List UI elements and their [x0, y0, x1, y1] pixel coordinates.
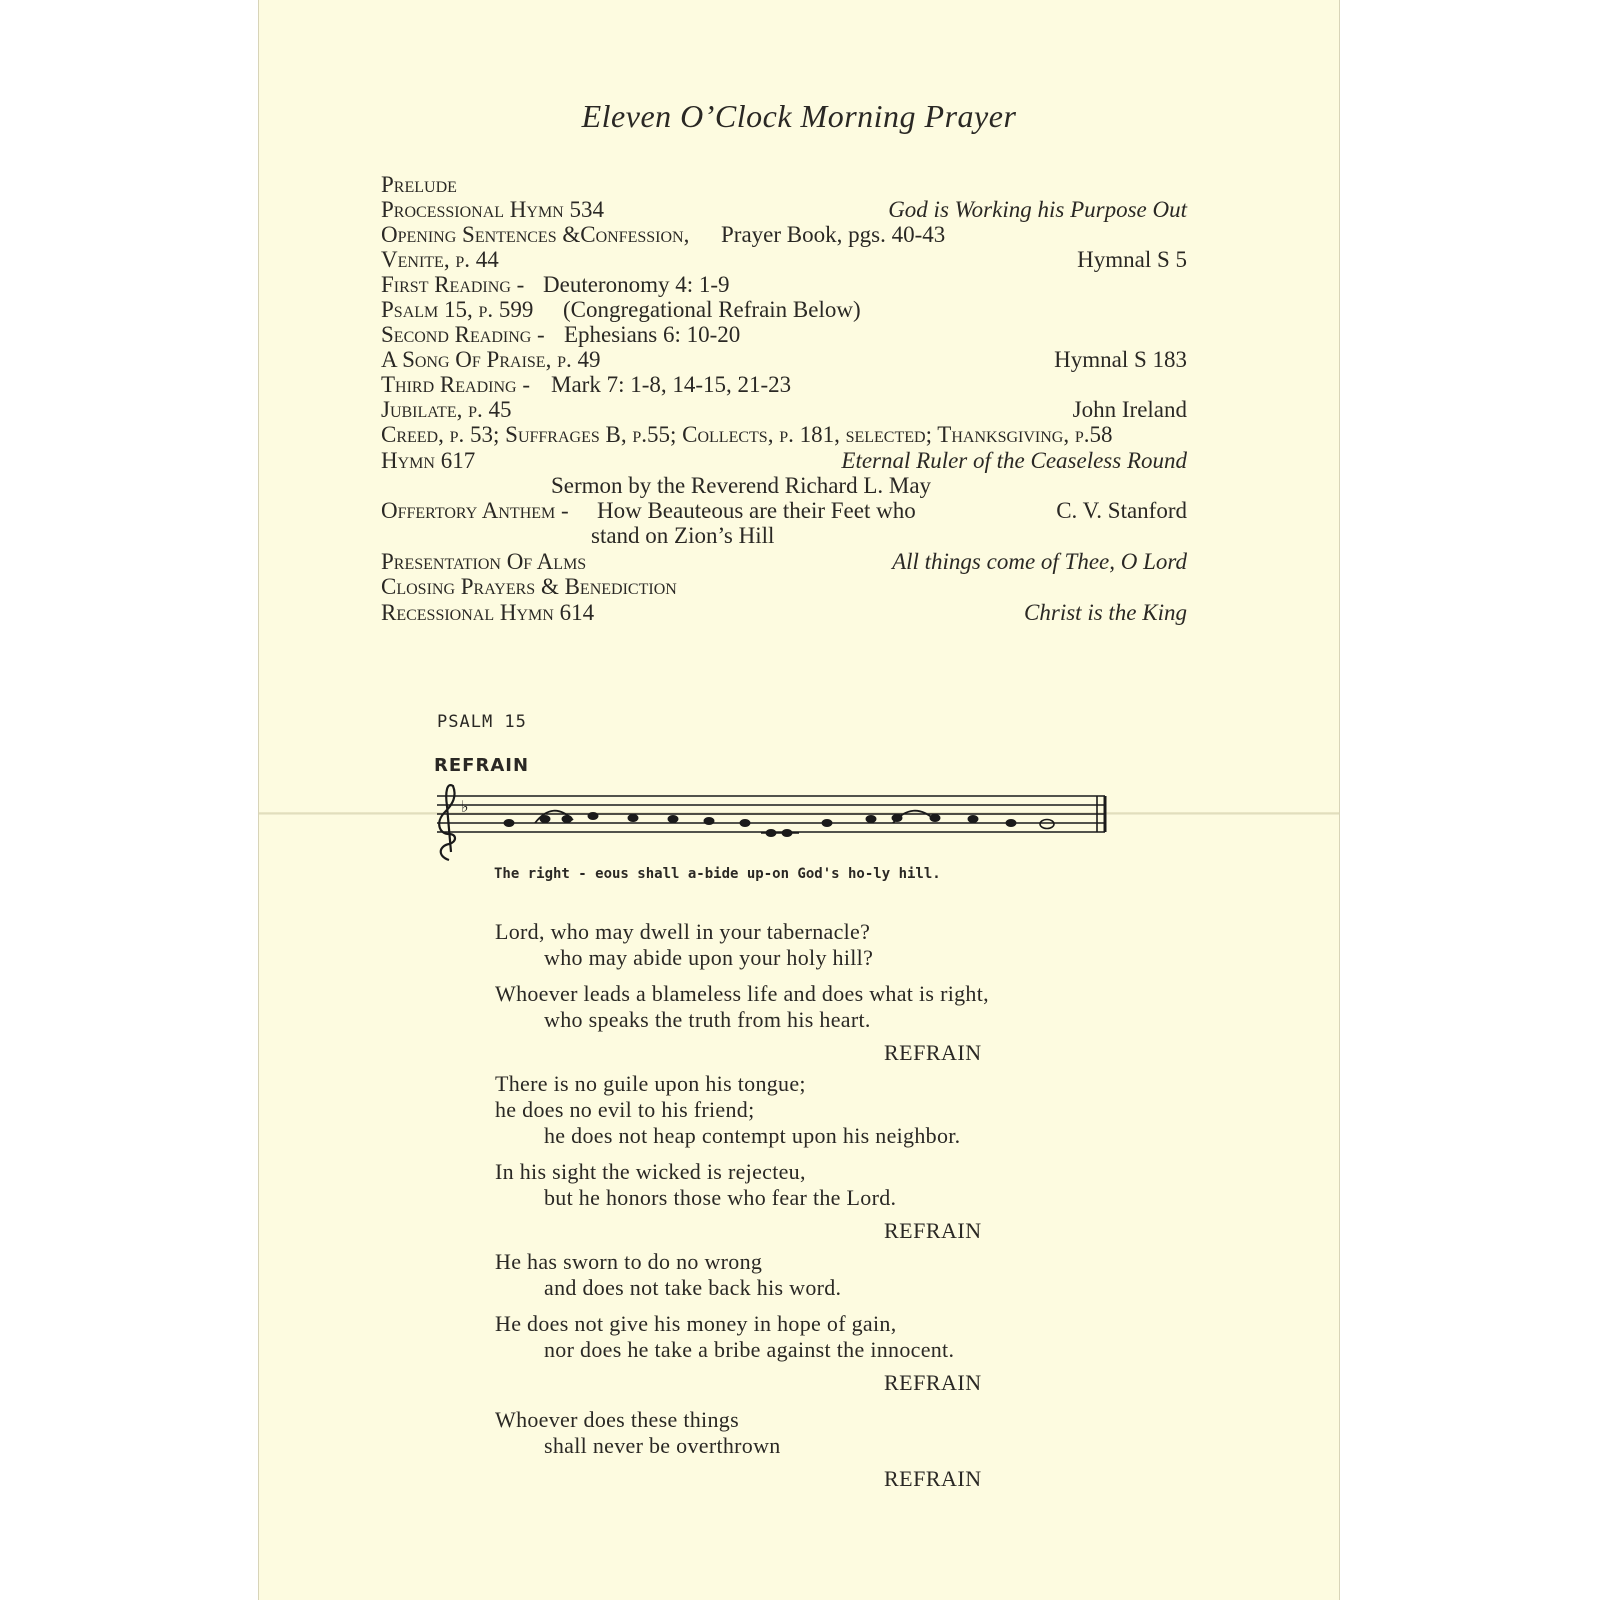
order-item-label: Hymn 617 [381, 448, 476, 473]
verse-line: nor does he take a bribe against the innocent. [544, 1337, 955, 1362]
order-item-label: Processional Hymn 534 [381, 197, 604, 222]
order-row [381, 197, 1187, 223]
refrain-heading: REFRAIN [434, 755, 530, 776]
order-row [381, 272, 1187, 298]
flat-icon: ♭ [461, 797, 469, 816]
order-item-label: Closing Prayers & Benediction [381, 574, 677, 599]
note-head [628, 814, 639, 822]
order-item-right: Hymnal S 183 [1054, 347, 1187, 372]
order-item-label: Opening Sentences &Confession, [381, 222, 690, 247]
order-row [381, 523, 1187, 549]
note-head [668, 815, 679, 823]
order-row [381, 448, 1187, 474]
verse-line: who may abide upon your holy hill? [544, 945, 874, 970]
verse-line: but he honors those who fear the Lord. [544, 1185, 897, 1210]
order-item-label: First Reading - [381, 272, 525, 297]
verse-line: he does no evil to his friend; [495, 1097, 755, 1122]
refrain-notes [504, 812, 1017, 837]
psalm-heading: PSALM 15 [437, 712, 527, 732]
note-head [1006, 819, 1017, 827]
order-row [381, 498, 1187, 524]
order-item-detail: How Beauteous are their Feet who [597, 498, 916, 523]
order-item-label: Offertory Anthem - [381, 498, 569, 523]
order-item-detail: Ephesians 6: 10-20 [564, 322, 741, 347]
order-row [381, 347, 1187, 373]
order-item-detail: stand on Zion’s Hill [591, 523, 775, 548]
order-item-label: Psalm 15, p. 599 [381, 297, 534, 322]
order-row [381, 222, 1187, 248]
verse-line: Whoever leads a blameless life and does what is right, [495, 981, 989, 1006]
refrain-cue: REFRAIN [884, 1466, 982, 1491]
verse-line: There is no guile upon his tongue; [495, 1071, 806, 1096]
order-row [381, 473, 1187, 499]
verse-line: who speaks the truth from his heart. [544, 1007, 871, 1032]
order-item-label: A Song Of Praise, p. 49 [381, 347, 601, 372]
refrain-cue: REFRAIN [884, 1040, 982, 1065]
final-half-note [1040, 820, 1054, 829]
note-head [704, 817, 715, 825]
verse-line: He does not give his money in hope of gain, [495, 1311, 897, 1336]
order-item-detail: Deuteronomy 4: 1-9 [543, 272, 730, 297]
order-item-right: Christ is the King [1024, 600, 1187, 625]
order-item-detail: (Congregational Refrain Below) [563, 297, 861, 322]
verse-line: shall never be overthrown [544, 1433, 781, 1458]
note-head [968, 815, 979, 823]
order-row [381, 247, 1187, 273]
order-item-label: Prelude [381, 172, 457, 197]
verse-line: he does not heap contempt upon his neighbor. [544, 1123, 961, 1148]
order-row [381, 549, 1187, 575]
order-row [381, 422, 1187, 448]
order-row [381, 372, 1187, 398]
order-item-label: Second Reading - [381, 322, 545, 347]
page-title: Eleven O’Clock Morning Prayer [581, 98, 1017, 134]
refrain-lyrics: The right - eous shall a-bide up-on God's ho-ly hill. [494, 866, 941, 882]
order-item-label: Venite, p. 44 [381, 247, 499, 272]
order-item-detail: Prayer Book, pgs. 40-43 [721, 222, 946, 247]
staff-lines [437, 796, 1105, 832]
order-item-detail: Mark 7: 1-8, 14-15, 21-23 [551, 372, 792, 397]
order-item-label: Third Reading - [381, 372, 530, 397]
note-head [504, 819, 515, 827]
order-item-label: Presentation Of Alms [381, 549, 587, 574]
order-row [381, 574, 1187, 600]
note-head [588, 812, 599, 820]
note-head [866, 815, 877, 823]
sermon-line: Sermon by the Reverend Richard L. May [551, 473, 932, 498]
order-item-label: Jubilate, p. 45 [381, 397, 512, 422]
order-item-right: John Ireland [1072, 397, 1187, 422]
order-item-right: Eternal Ruler of the Ceaseless Round [841, 448, 1187, 473]
order-row [381, 172, 1187, 198]
refrain-cue: REFRAIN [884, 1370, 982, 1395]
order-item-right: God is Working his Purpose Out [888, 197, 1187, 222]
order-row [381, 397, 1187, 423]
order-item-right: All things come of Thee, O Lord [892, 549, 1187, 574]
order-row [381, 297, 1187, 323]
note-head [822, 819, 833, 827]
order-item-right: Hymnal S 5 [1077, 247, 1187, 272]
verse-line: In his sight the wicked is rejecteu, [495, 1159, 806, 1184]
refrain-music-staff [427, 782, 1107, 862]
verse-line: He has sworn to do no wrong [495, 1249, 763, 1274]
verse-line: Lord, who may dwell in your tabernacle? [495, 919, 871, 944]
order-item-right: C. V. Stanford [1056, 498, 1187, 523]
order-item-label: Creed, p. 53; Suffrages B, p.55; Collects, p. 181, selected; Thanksgiving, p.58 [381, 422, 1113, 447]
verse-line: Whoever does these things [495, 1407, 739, 1432]
order-row [381, 600, 1187, 626]
refrain-cue: REFRAIN [884, 1218, 982, 1243]
bulletin-page [258, 0, 1340, 1600]
order-item-label: Recessional Hymn 614 [381, 600, 595, 625]
note-head [740, 819, 751, 827]
verse-line: and does not take back his word. [544, 1275, 842, 1300]
note-head [930, 814, 941, 822]
order-row [381, 322, 1187, 348]
